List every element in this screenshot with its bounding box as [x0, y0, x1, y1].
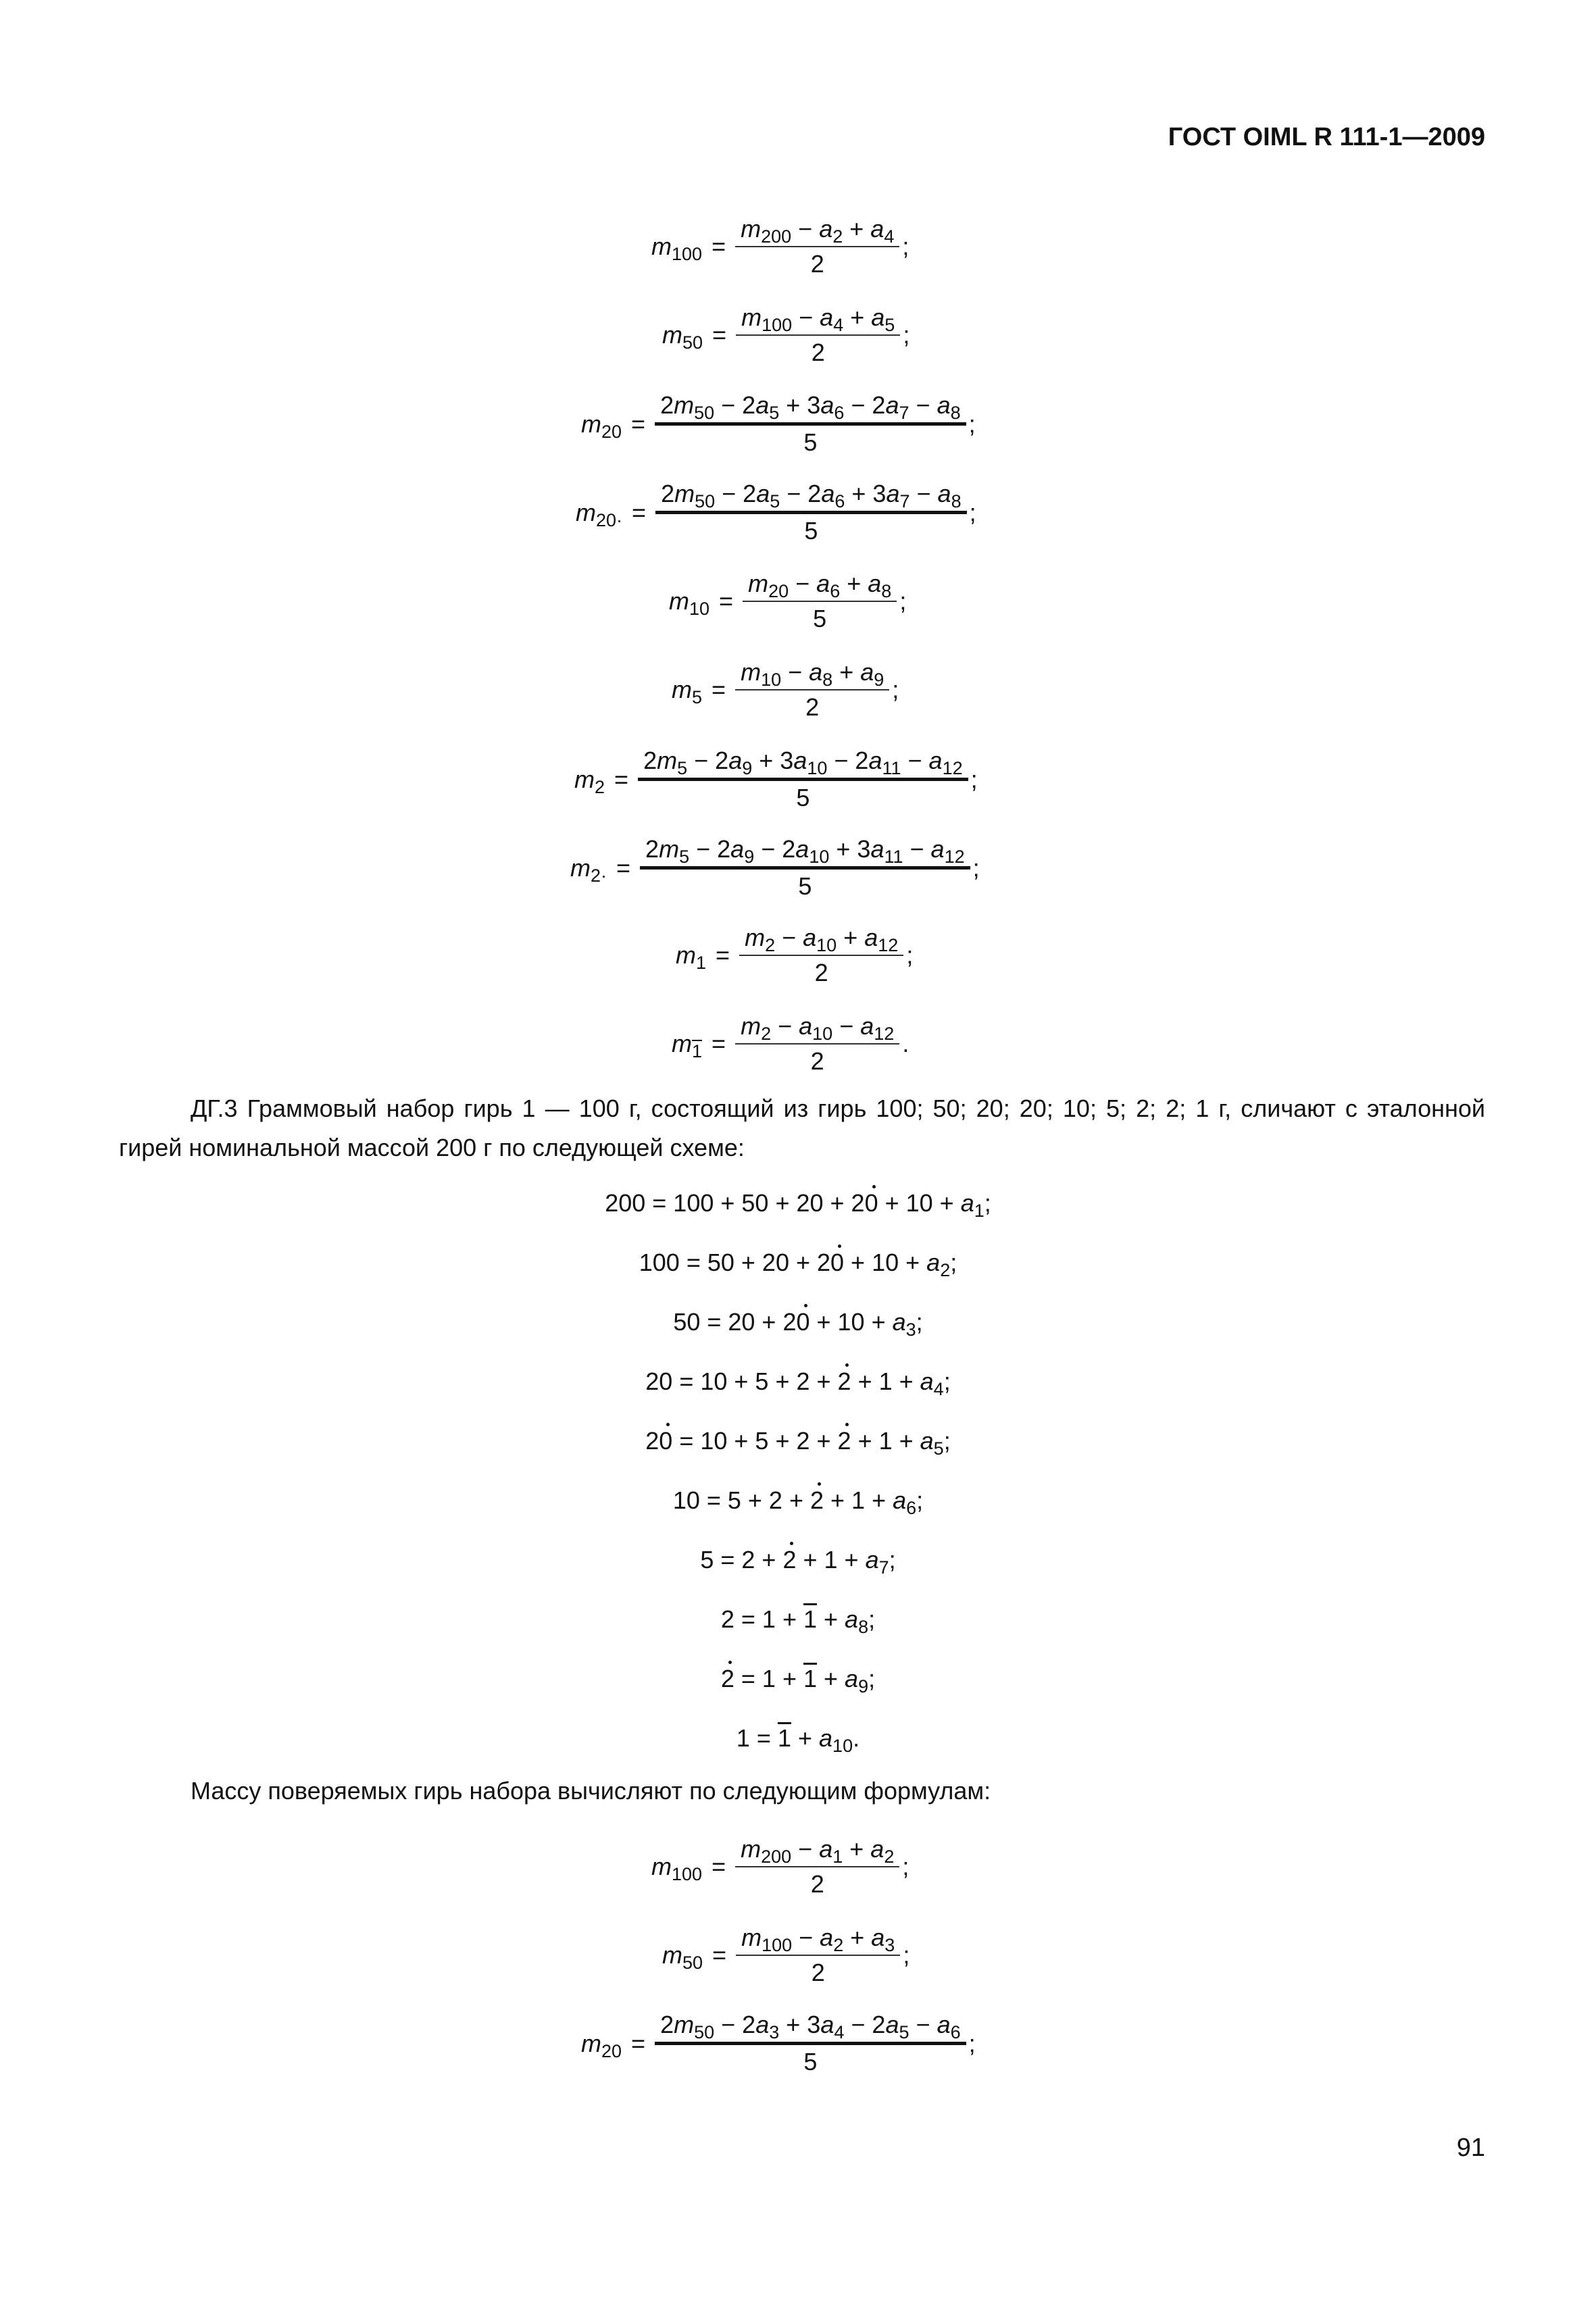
- formula-m50-b: $m_{50}$ = $\frac{m_{100} - a_2 + a_3}{2}$ ;: [662, 1923, 910, 1986]
- scheme-line: $20 = 10 + 5 + 2 + 2 + 1 + a_5$;: [645, 1427, 951, 1459]
- formula-m50: $m_{50}$ = $\frac{m_{100} - a_4 + a_5}{2}$ ;: [662, 303, 910, 366]
- scheme-line: $20 = 10 + 5 + 2 + 2 + 1 + a_4$;: [645, 1367, 951, 1399]
- formula-m20-dot: $m_{20\cdot}$ = $\frac{2m_{50} - 2a_5 - 2a_6 + 3a_7 - a_8}{5}$ ;: [576, 480, 976, 545]
- scheme-line: $1 = 1 + a_{10}$.: [736, 1724, 860, 1756]
- formula-m1: $m_1$ = $\frac{m_2 - a_{10} + a_{12}}{2}$ ;: [676, 924, 914, 986]
- paragraph-mass-formulas: Массу поверяемых гирь набора вычисляют по следующим формулам:: [191, 1777, 991, 1805]
- formula-m100: $m_{100}$ = $\frac{m_{200} - a_2 + a_4}{2}$ ;: [651, 215, 909, 278]
- formula-m1-bar: $m_1$ = $\frac{m_2 - a_{10} - a_{12}}{2}$ .: [672, 1012, 909, 1075]
- formula-m100-b: $m_{100}$ = $\frac{m_{200} - a_1 + a_2}{2}$ ;: [651, 1835, 909, 1898]
- formula-m5: $m_5$ = $\frac{m_{10} - a_8 + a_9}{2}$ ;: [672, 658, 899, 721]
- scheme-line: $2 = 1 + 1 + a_9$;: [720, 1665, 876, 1696]
- formula-m2: $m_2$ = $\frac{2m_5 - 2a_9 + 3a_{10} - 2a_{11} - a_{12}}{5}$ ;: [574, 747, 978, 811]
- formula-m20: $m_{20}$ = $\frac{2m_{50} - 2a_5 + 3a_6 - 2a_7 - a_8}{5}$ ;: [581, 391, 976, 456]
- paragraph-dg3: ДГ.3 Граммовый набор гирь 1 — 100 г, состоящий из гирь 100; 50; 20; 20; 10; 5; 2; 2; 1 г, сличают с эталонной гирей номинальной массой 200 г по следующей схеме:: [119, 1095, 1485, 1161]
- formula-m2-dot: $m_{2\cdot}$ = $\frac{2m_5 - 2a_9 - 2a_{10} + 3a_{11} - a_{12}}{5}$ ;: [570, 835, 980, 900]
- scheme-line: $50 = 20 + 20 + 10 + a_3$;: [673, 1308, 923, 1340]
- scheme-line: $2 = 1 + 1 + a_8$;: [720, 1605, 876, 1637]
- scheme-line: $200 = 100 + 50 + 20 + 20 + 10 + a_1$;: [605, 1189, 991, 1221]
- formula-m20-b: $m_{20}$ = $\frac{2m_{50} - 2a_3 + 3a_4 - 2a_5 - a_6}{5}$ ;: [581, 2011, 976, 2076]
- scheme-line: $5 = 2 + 2 + 1 + a_7$;: [700, 1546, 896, 1578]
- page-number: 91: [1456, 2134, 1485, 2162]
- formula-m10: $m_{10}$ = $\frac{m_{20} - a_6 + a_8}{5}$ ;: [669, 570, 907, 632]
- document-header: ГОСТ OIML R 111-1—2009: [1168, 123, 1485, 151]
- scheme-line: $100 = 50 + 20 + 20 + 10 + a_2$;: [639, 1249, 957, 1280]
- scheme-line: $10 = 5 + 2 + 2 + 1 + a_6$;: [672, 1486, 924, 1518]
